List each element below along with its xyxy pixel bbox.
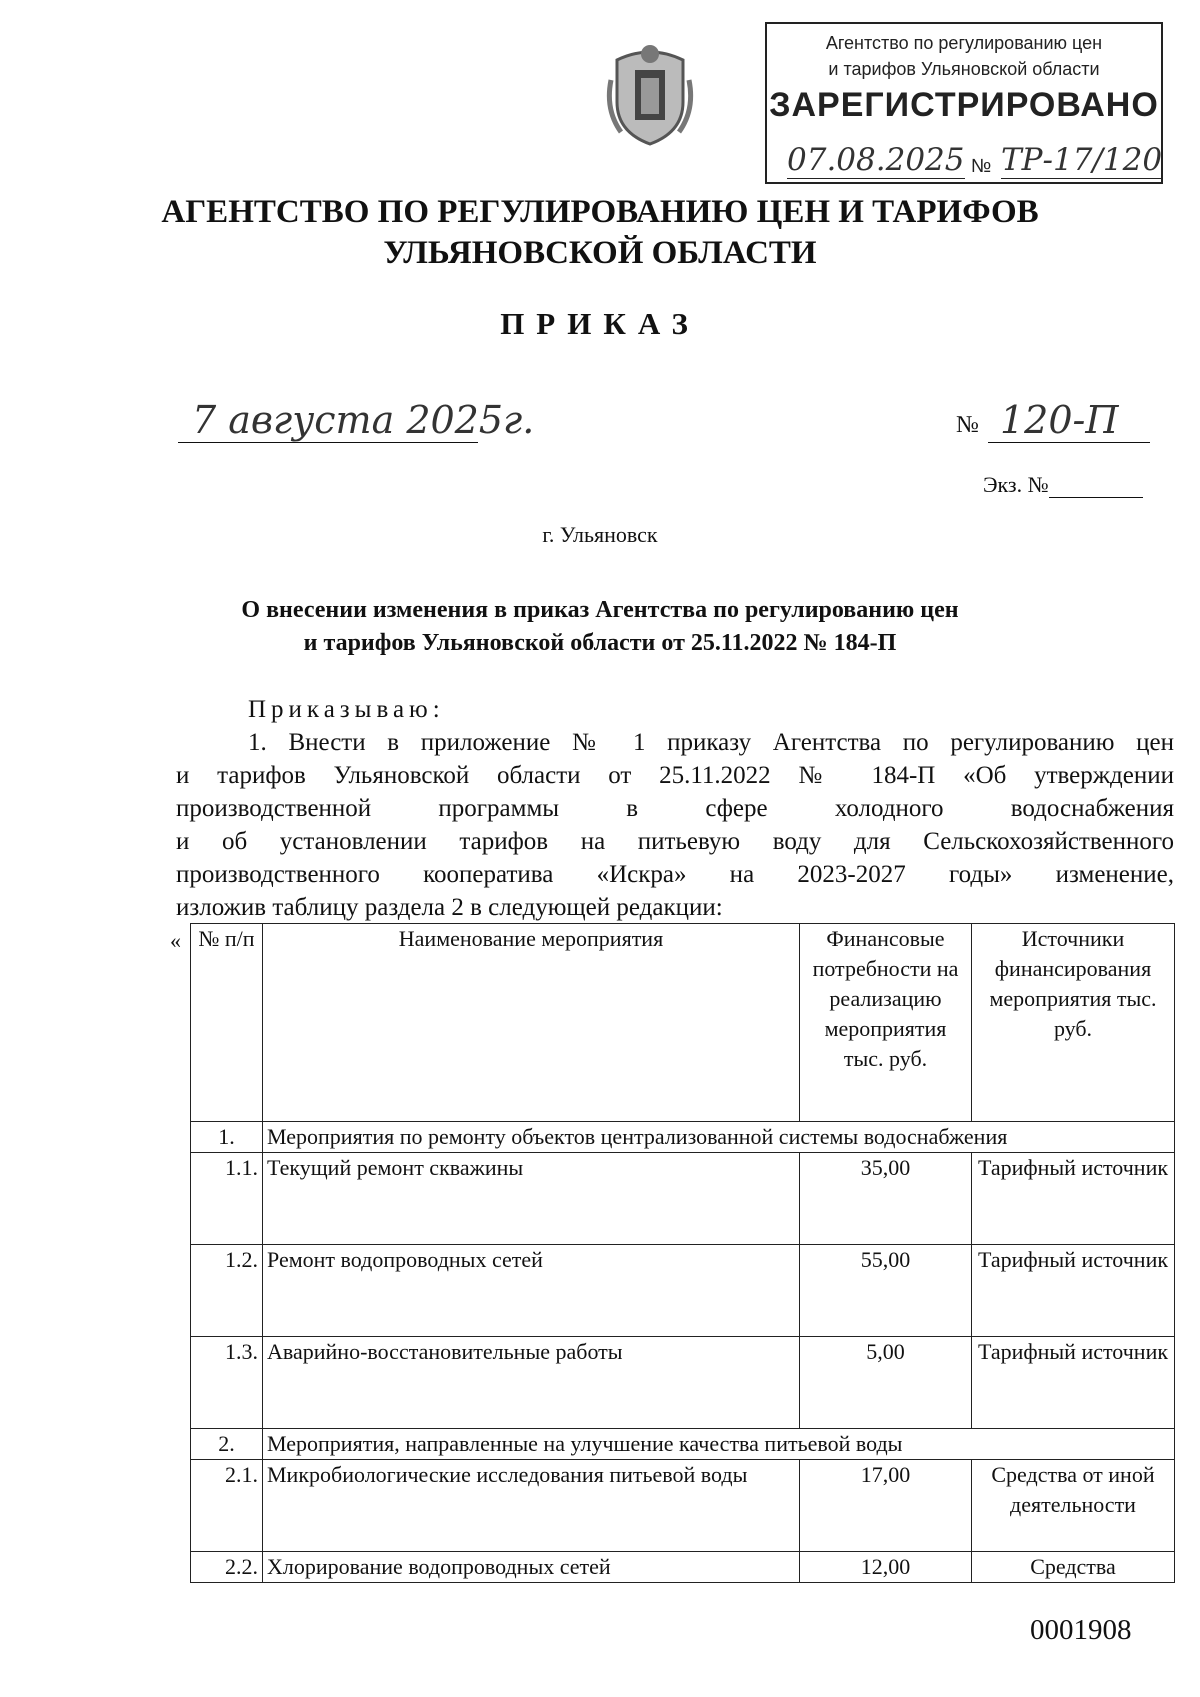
- row-num: 2.2.: [191, 1552, 263, 1583]
- copy-number-blank: [1049, 477, 1143, 498]
- section-num: 1.: [191, 1122, 263, 1153]
- order-number-label: №: [956, 412, 979, 438]
- stamp-number-label: №: [971, 156, 992, 177]
- paragraph-line: и об установлении тарифов на питьевую воду для Сельскохозяйственного: [176, 828, 1174, 855]
- stamp-org-line2: и тарифов Ульяновской области: [828, 59, 1100, 79]
- row-name: Ремонт водопроводных сетей: [263, 1245, 800, 1337]
- document-type: ПРИКАЗ: [500, 306, 700, 341]
- subject-line2: и тарифов Ульяновской области от 25.11.2022 № 184-П: [303, 630, 897, 656]
- stamp-status: ЗАРЕГИСТРИРОВАНО: [769, 86, 1159, 124]
- row-source: Тарифный источник: [972, 1337, 1175, 1429]
- paragraph-line: 1. Внести в приложение № 1 приказу Агентства по регулированию цен: [248, 729, 1174, 756]
- row-num: 2.1.: [191, 1460, 263, 1552]
- row-source: Тарифный источник: [972, 1245, 1175, 1337]
- table-header-row: [191, 924, 1175, 1122]
- section-title: Мероприятия по ремонту объектов централизованной системы водоснабжения: [263, 1122, 1175, 1153]
- row-num: 1.3.: [191, 1337, 263, 1429]
- subject-line1: О внесении изменения в приказ Агентства по регулированию цен: [241, 597, 959, 623]
- row-cost: 35,00: [800, 1153, 972, 1245]
- city: г. Ульяновск: [542, 522, 658, 547]
- order-date: 7 августа 2025г.: [178, 398, 478, 443]
- header-name: Наименование мероприятия: [263, 924, 800, 1122]
- row-cost: 12,00: [800, 1552, 972, 1583]
- row-num: 1.2.: [191, 1245, 263, 1337]
- row-name: Текущий ремонт скважины: [263, 1153, 800, 1245]
- row-cost: 5,00: [800, 1337, 972, 1429]
- row-source: Тарифный источник: [972, 1153, 1175, 1245]
- row-cost: 17,00: [800, 1460, 972, 1552]
- copy-number: [983, 472, 1143, 498]
- paragraph-line: производственного кооператива «Искра» на 2023-2027 годы» изменение,: [176, 861, 1174, 888]
- stamp-number: ТР-17/120: [1001, 142, 1163, 178]
- row-cost: 55,00: [800, 1245, 972, 1337]
- registration-stamp: [765, 22, 1163, 184]
- row-source: Средства: [972, 1552, 1175, 1583]
- row-source: Средства от иной деятельности: [972, 1460, 1175, 1552]
- section-row: [191, 1429, 1175, 1460]
- copy-number-label: Экз. №: [983, 472, 1049, 497]
- section-num: 2.: [191, 1429, 263, 1460]
- table-row: [191, 1153, 1175, 1245]
- row-name: Микробиологические исследования питьевой воды: [263, 1460, 800, 1552]
- section-row: [191, 1122, 1175, 1153]
- paragraph-line: производственной программы в сфере холодного водоснабжения: [176, 795, 1174, 822]
- table-row: [191, 1245, 1175, 1337]
- agency-title-line1: АГЕНТСТВО ПО РЕГУЛИРОВАНИЮ ЦЕН И ТАРИФОВ: [161, 194, 1039, 230]
- section-title: Мероприятия, направленные на улучшение качества питьевой воды: [263, 1429, 1175, 1460]
- table-row: [191, 1552, 1175, 1583]
- order-verb: Приказываю:: [248, 696, 445, 723]
- table-row: [191, 1337, 1175, 1429]
- header-num: № п/п: [191, 924, 263, 1122]
- coat-of-arms-emblem: [605, 40, 695, 150]
- stamp-org-line1: Агентство по регулированию цен: [825, 33, 1103, 53]
- header-cost: Финансовые потребности на реализацию мероприятия тыс. руб.: [800, 924, 972, 1122]
- row-num: 1.1.: [191, 1153, 263, 1245]
- agency-title-line2: УЛЬЯНОВСКОЙ ОБЛАСТИ: [383, 235, 817, 271]
- order-paragraph: [176, 726, 1174, 924]
- row-name: Хлорирование водопроводных сетей: [263, 1552, 800, 1583]
- stamp-date: 07.08.2025: [787, 142, 965, 178]
- header-source: Источники финансирования мероприятия тыс. руб.: [972, 924, 1175, 1122]
- document-serial-number: 0001908: [1030, 1614, 1132, 1646]
- open-quote: «: [170, 928, 181, 953]
- order-subject: [0, 594, 1200, 660]
- measures-table: [190, 923, 1175, 1583]
- paragraph-line: изложив таблицу раздела 2 в следующей редакции:: [176, 894, 723, 921]
- agency-title: [0, 192, 1200, 274]
- table-row: [191, 1460, 1175, 1552]
- order-number: 120-П: [988, 398, 1150, 443]
- row-name: Аварийно-восстановительные работы: [263, 1337, 800, 1429]
- paragraph-line: и тарифов Ульяновской области от 25.11.2022 № 184-П «Об утверждении: [176, 762, 1174, 789]
